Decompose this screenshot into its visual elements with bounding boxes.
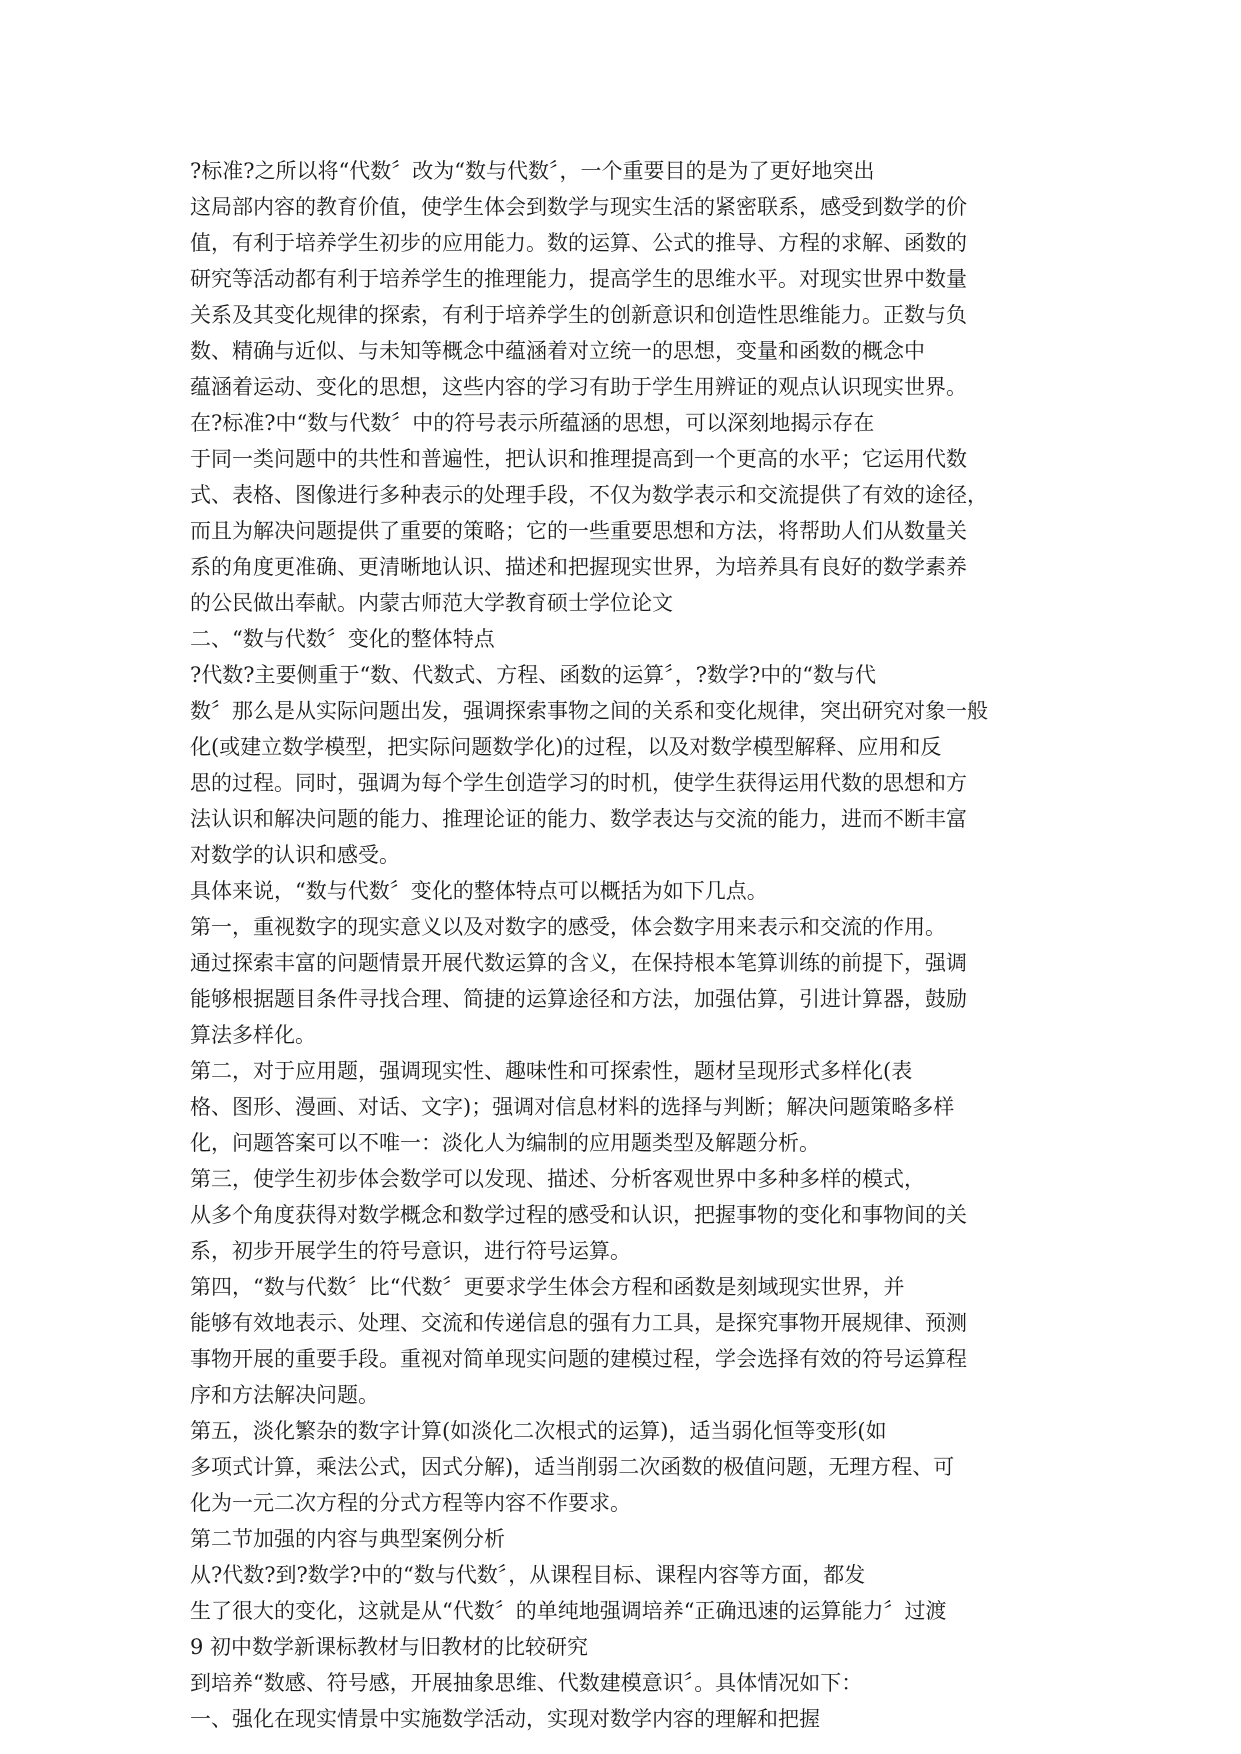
text-line: 第五，淡化繁杂的数字计算(如淡化二次根式的运算)，适当弱化恒等变形(如	[190, 1419, 887, 1443]
text-line: 研究等活动都有利于培养学生的推理能力，提高学生的思维水平。对现实世界中数量	[190, 267, 967, 291]
page-footer-line: 9 初中数学新课标教材与旧教材的比较研究	[190, 1635, 589, 1659]
text-line: 值，有利于培养学生初步的应用能力。数的运算、公式的推导、方程的求解、函数的	[190, 231, 967, 255]
text-line: 生了很大的变化，这就是从“代数〞的单纯地强调培养“正确迅速的运算能力〞过渡	[190, 1599, 947, 1623]
text-line: 的公民做出奉献。内蒙古师范大学教育硕士学位论文	[190, 591, 673, 615]
text-line: 具体来说，“数与代数〞变化的整体特点可以概括为如下几点。	[190, 879, 768, 903]
text-line: 从?代数?到?数学?中的“数与代数〞，从课程目标、课程内容等方面，都发	[190, 1563, 866, 1587]
text-line: 关系及其变化规律的探索，有利于培养学生的创新意识和创造性思维能力。正数与负	[190, 303, 967, 327]
section-heading: 二、“数与代数〞变化的整体特点	[190, 627, 495, 651]
text-line: 第三，使学生初步体会数学可以发现、描述、分析客观世界中多种多样的模式，	[190, 1167, 925, 1191]
text-line: 到培养“数感、符号感，开展抽象思维、代数建模意识〞。具体情况如下：	[190, 1671, 863, 1695]
section-heading: 第二节加强的内容与典型案例分析	[190, 1527, 505, 1551]
text-line: ?代数?主要侧重于“数、代数式、方程、函数的运算〞，?数学?中的“数与代	[190, 663, 877, 687]
text-line: ?标准?之所以将“代数〞改为“数与代数〞，一个重要目的是为了更好地突出	[190, 159, 875, 183]
text-line: 系，初步开展学生的符号意识，进行符号运算。	[190, 1239, 631, 1263]
text-line: 第一，重视数字的现实意义以及对数字的感受，体会数字用来表示和交流的作用。	[190, 915, 946, 939]
text-line: 能够根据题目条件寻找合理、简捷的运算途径和方法，加强估算，引进计算器，鼓励	[190, 987, 967, 1011]
text-line: 第四，“数与代数〞比“代数〞更要求学生体会方程和函数是刻域现实世界，并	[190, 1275, 905, 1299]
text-line: 通过探索丰富的问题情景开展代数运算的含义，在保持根本笔算训练的前提下，强调	[190, 951, 967, 975]
text-line: 对数学的认识和感受。	[190, 843, 400, 867]
section-heading: 一、强化在现实情景中实施数学活动，实现对数学内容的理解和把握	[190, 1707, 820, 1731]
text-line: 而且为解决问题提供了重要的策略；它的一些重要思想和方法，将帮助人们从数量关	[190, 519, 967, 543]
text-line: 这局部内容的教育价值，使学生体会到数学与现实生活的紧密联系，感受到数学的价	[190, 195, 967, 219]
text-line: 算法多样化。	[190, 1023, 316, 1047]
text-line: 思的过程。同时，强调为每个学生创造学习的时机，使学生获得运用代数的思想和方	[190, 771, 967, 795]
text-line: 能够有效地表示、处理、交流和传递信息的强有力工具，是探究事物开展规律、预测	[190, 1311, 967, 1335]
text-line: 格、图形、漫画、对话、文字)；强调对信息材料的选择与判断；解决问题策略多样	[190, 1095, 955, 1119]
text-line: 化为一元二次方程的分式方程等内容不作要求。	[190, 1491, 631, 1515]
body-text	[190, 153, 1070, 1737]
text-line: 从多个角度获得对数学概念和数学过程的感受和认识，把握事物的变化和事物间的关	[190, 1203, 967, 1227]
text-line: 在?标准?中“数与代数〞中的符号表示所蕴涵的思想，可以深刻地揭示存在	[190, 411, 875, 435]
text-line: 蕴涵着运动、变化的思想，这些内容的学习有助于学生用辨证的观点认识现实世界。	[190, 375, 967, 399]
text-line: 多项式计算，乘法公式，因式分解)，适当削弱二次函数的极值问题，无理方程、可	[190, 1455, 955, 1479]
text-line: 系的角度更准确、更清晰地认识、描述和把握现实世界，为培养具有良好的数学素养	[190, 555, 967, 579]
text-line: 化，问题答案可以不唯一：淡化人为编制的应用题类型及解题分析。	[190, 1131, 820, 1155]
text-line: 序和方法解决问题。	[190, 1383, 379, 1407]
text-line: 化(或建立数学模型，把实际问题数学化)的过程，以及对数学模型解释、应用和反	[190, 735, 942, 759]
text-line: 法认识和解决问题的能力、推理论证的能力、数学表达与交流的能力，进而不断丰富	[190, 807, 967, 831]
text-line: 第二，对于应用题，强调现实性、趣味性和可探索性，题材呈现形式多样化(表	[190, 1059, 913, 1083]
text-line: 于同一类问题中的共性和普遍性，把认识和推理提高到一个更高的水平；它运用代数	[190, 447, 967, 471]
text-line: 式、表格、图像进行多种表示的处理手段，不仅为数学表示和交流提供了有效的途径，	[190, 483, 988, 507]
text-line: 事物开展的重要手段。重视对简单现实问题的建模过程，学会选择有效的符号运算程	[190, 1347, 967, 1371]
text-line: 数〞那么是从实际问题出发，强调探索事物之间的关系和变化规律，突出研究对象一般	[190, 699, 988, 723]
text-line: 数、精确与近似、与未知等概念中蕴涵着对立统一的思想，变量和函数的概念中	[190, 339, 925, 363]
